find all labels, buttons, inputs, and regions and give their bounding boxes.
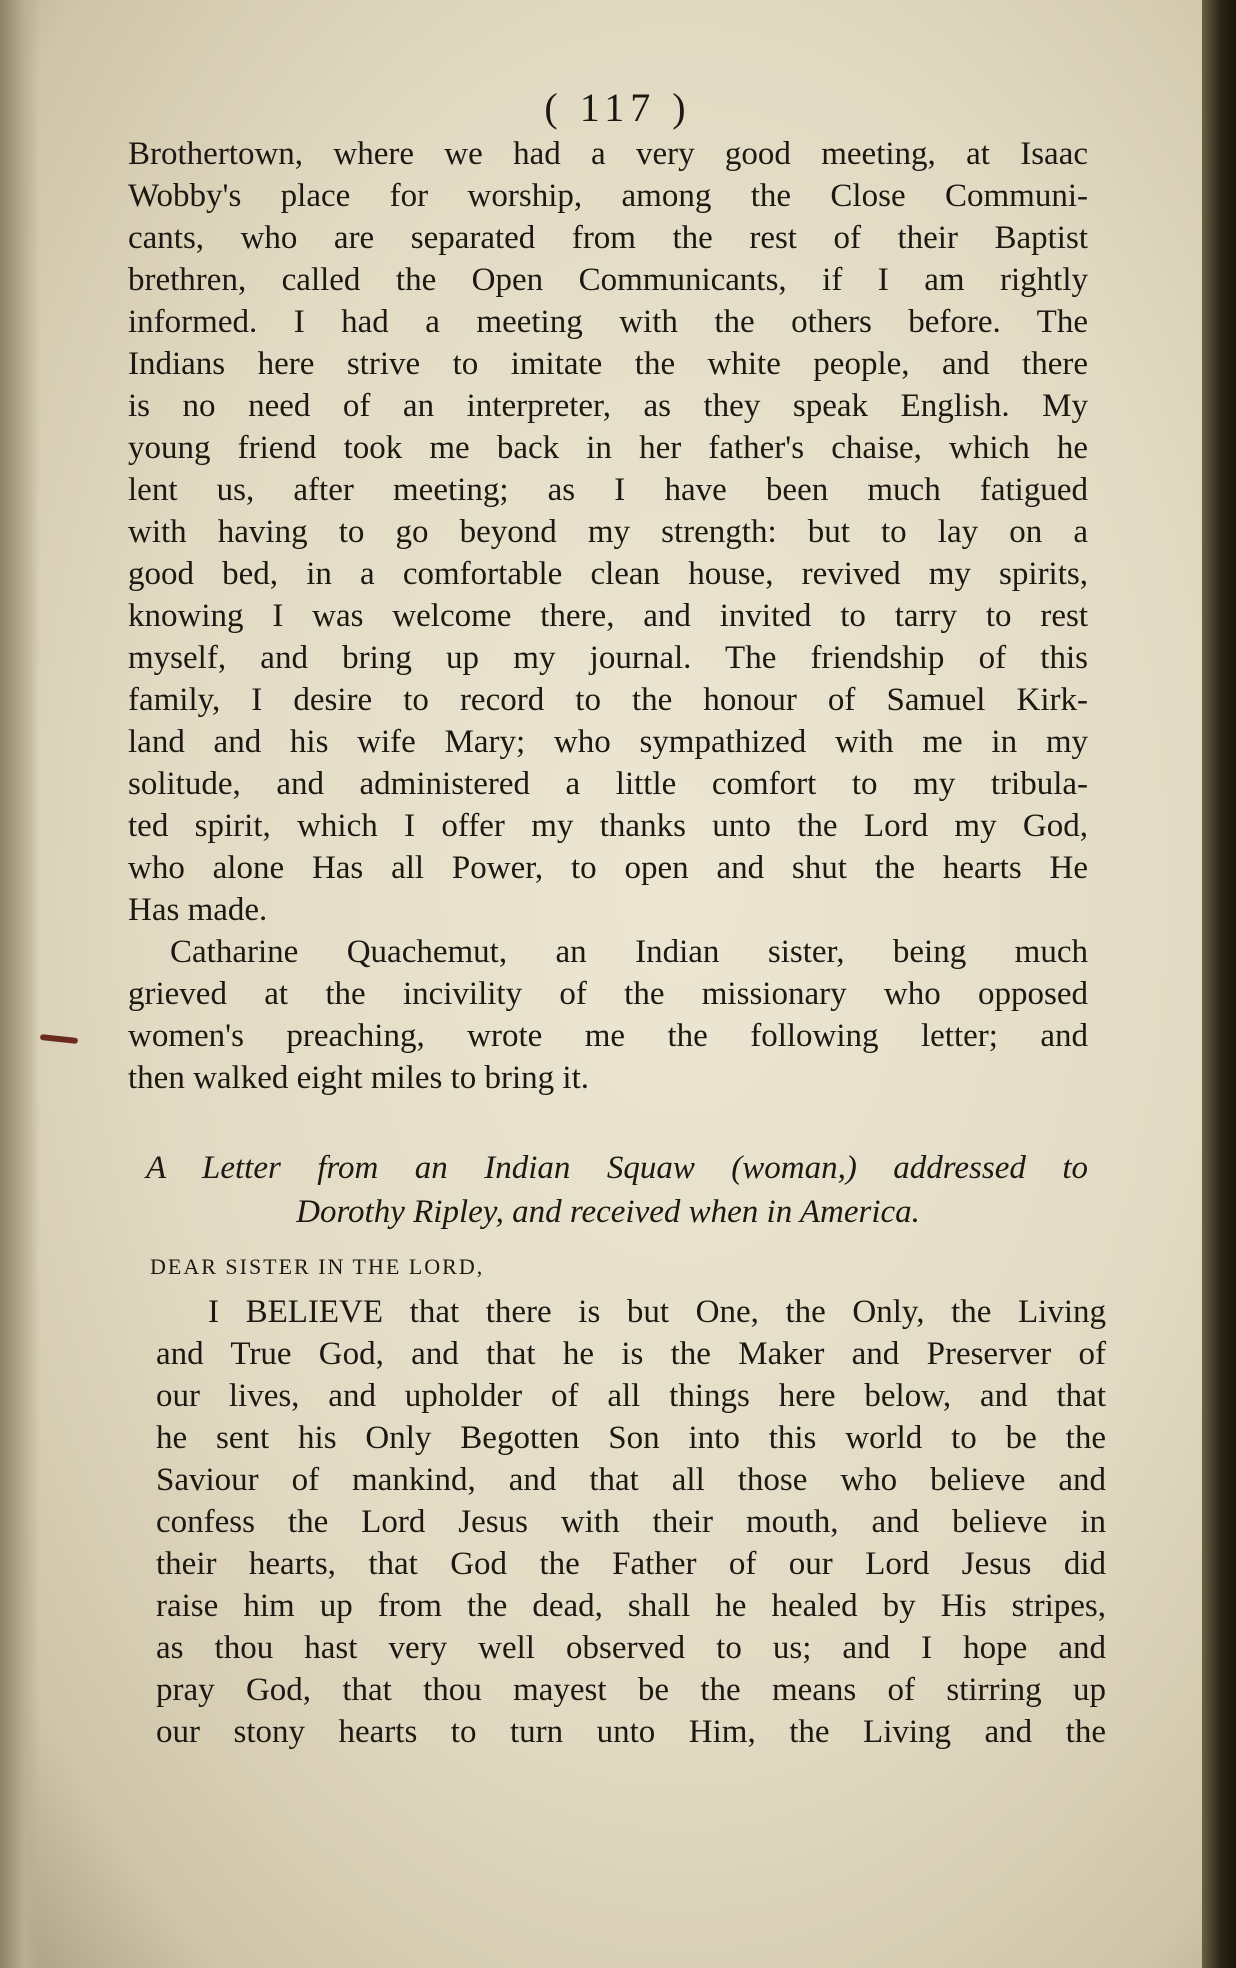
text-line: Brothertown, where we had a very good meeting, at Isaac [128,136,1088,172]
margin-arrow-mark [40,1034,78,1044]
text-line: raise him up from the dead, shall he healed by His stripes, [156,1588,1106,1624]
text-line: confess the Lord Jesus with their mouth, and believe in [156,1504,1106,1540]
text-line: cants, who are separated from the rest of their Baptist [128,220,1088,256]
text-line: their hearts, that God the Father of our Lord Jesus did [156,1546,1106,1582]
text-line: is no need of an interpreter, as they speak English. My [128,388,1088,424]
text-line: pray God, that thou mayest be the means of stirring up [156,1672,1106,1708]
text-line: Indians here strive to imitate the white people, and there [128,346,1088,382]
text-line: women's preaching, wrote me the following letter; and [128,1018,1088,1054]
text-line: knowing I was welcome there, and invited to tarry to rest [128,598,1088,634]
text-line: grieved at the incivility of the missionary who opposed [128,976,1088,1012]
text-line: as thou hast very well observed to us; and I hope and [156,1630,1106,1666]
text-line: ted spirit, which I offer my thanks unto the Lord my God, [128,808,1088,844]
text-line: myself, and bring up my journal. The friendship of this [128,640,1088,676]
text-line: who alone Has all Power, to open and shut the hearts He [128,850,1088,886]
text-line: young friend took me back in her father's chaise, which he [128,430,1088,466]
text-line: brethren, called the Open Communicants, if I am rightly [128,262,1088,298]
page-gutter-shadow [0,0,40,1968]
text-line: I BELIEVE that there is but One, the Only, the Living [208,1294,1106,1330]
text-line: then walked eight miles to bring it. [128,1060,590,1096]
text-line: our lives, and upholder of all things here below, and that [156,1378,1106,1414]
text-line: Has made. [128,892,268,928]
heading-line: A Letter from an Indian Squaw (woman,) addressed to [146,1150,1088,1186]
text-line: and True God, and that he is the Maker and Preserver of [156,1336,1106,1372]
heading-line: Dorothy Ripley, and received when in America. [296,1194,920,1230]
text-line: informed. I had a meeting with the others before. The [128,304,1088,340]
text-line: solitude, and administered a little comfort to my tribula- [128,766,1088,802]
text-line: he sent his Only Begotten Son into this world to be the [156,1420,1106,1456]
page-edge-shadow [1202,0,1236,1968]
letter-salutation: DEAR SISTER IN THE LORD, [150,1254,485,1279]
text-line: Catharine Quachemut, an Indian sister, being much [170,934,1088,970]
text-line: our stony hearts to turn unto Him, the Living and the [156,1714,1106,1750]
text-line: family, I desire to record to the honour of Samuel Kirk- [128,682,1088,718]
text-line: with having to go beyond my strength: but to lay on a [128,514,1088,550]
page-number: ( 117 ) [544,85,692,130]
text-line: Saviour of mankind, and that all those who believe and [156,1462,1106,1498]
text-line: lent us, after meeting; as I have been much fatigued [128,472,1088,508]
text-line: good bed, in a comfortable clean house, revived my spirits, [128,556,1088,592]
text-line: Wobby's place for worship, among the Close Communi- [128,178,1088,214]
text-line: land and his wife Mary; who sympathized with me in my [128,724,1088,760]
